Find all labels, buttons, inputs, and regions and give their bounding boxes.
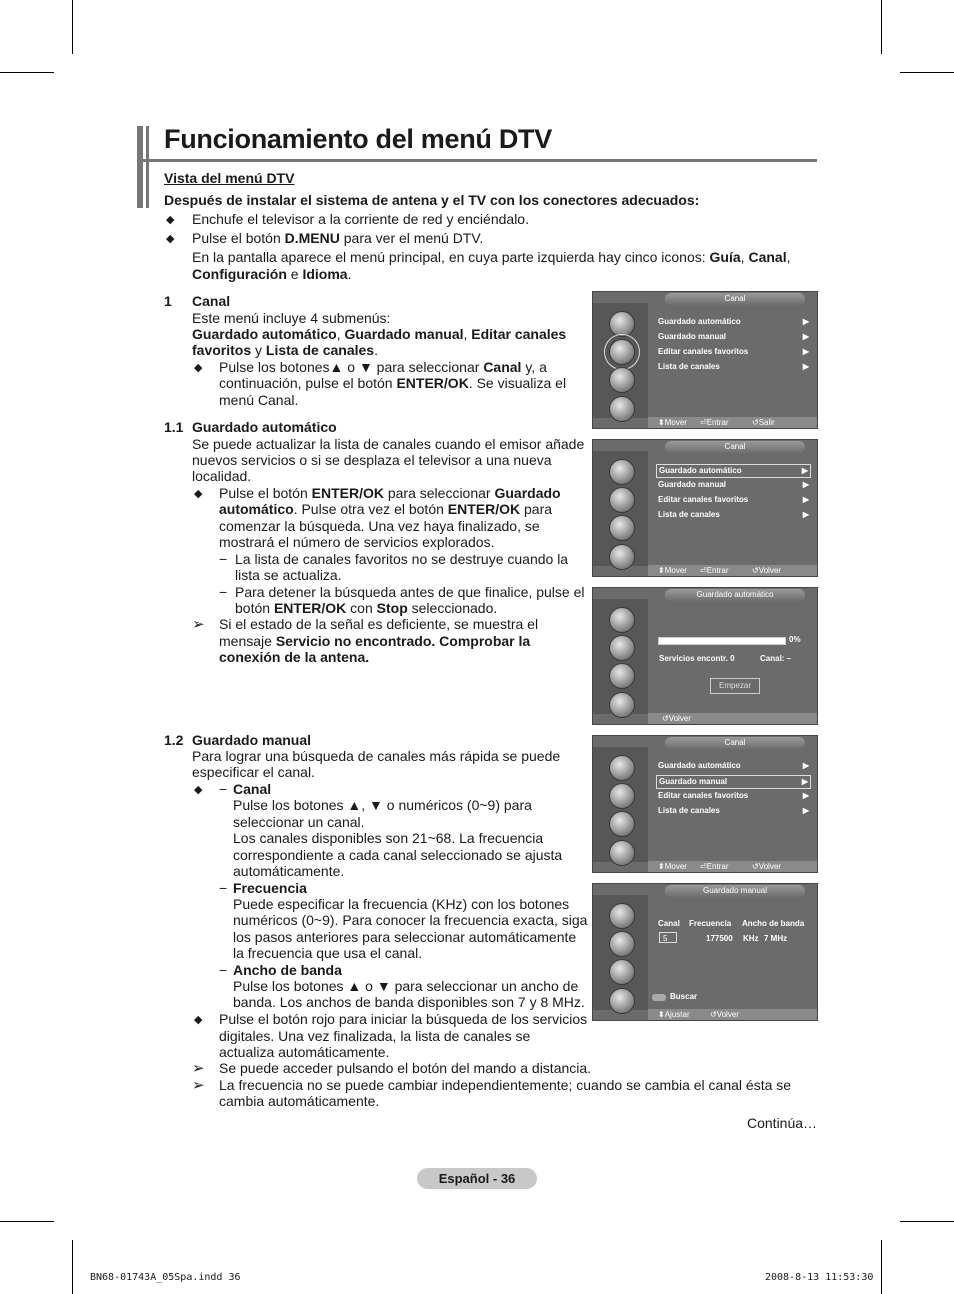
bullet-icon: ◆ [194, 362, 203, 374]
crop-mark [900, 1221, 954, 1222]
channel-value: Canal: – [760, 654, 792, 663]
dash: − [219, 962, 228, 978]
menu-item-selected[interactable]: Guardado automático ▶ [656, 464, 811, 478]
sidebar [593, 599, 648, 714]
sidebar [593, 303, 648, 418]
text-line: La frecuencia no se puede cambiar independientemente; cuando se cambia el canal ésta se [219, 1077, 792, 1093]
text-line: mostrará el número de servicios explorados. [219, 534, 495, 550]
enter-hint: ⏎ Entrar [700, 566, 729, 575]
enter-hint: ⏎ Entrar [700, 418, 729, 427]
tv-manual-store [592, 883, 818, 1021]
language-icon [609, 840, 635, 866]
exit-hint: ↺ Salir [752, 418, 775, 427]
column-header: Canal [658, 919, 680, 928]
setup-icon [609, 663, 635, 689]
guide-icon [609, 903, 635, 929]
move-hint: ⬍ Mover [658, 566, 687, 575]
progress-bar [658, 637, 786, 645]
menu-item[interactable]: Lista de canales ▶ [658, 362, 809, 371]
bandwidth-value[interactable]: 7 MHz [764, 934, 788, 943]
move-hint: ⬍ Mover [658, 862, 687, 871]
text-line: Este menú incluye 4 submenús: [192, 310, 391, 326]
text-line: numéricos (0~9). Para conocer la frecuencia exacta, siga [233, 912, 588, 928]
crop-mark [0, 1221, 54, 1222]
dash: − [219, 551, 228, 567]
channel-stepper[interactable]: 5 [659, 932, 677, 943]
channel-icon [609, 487, 635, 513]
text-line: Puede especificar la frecuencia (KHz) con los botones [233, 896, 570, 912]
text-line: Para detener la búsqueda antes de que finalice, pulse el [235, 584, 585, 600]
note-arrow-icon: ➢ [192, 616, 205, 633]
language-icon [609, 692, 635, 718]
text-line: correspondiente a cada canal seleccionado se ajusta [233, 847, 563, 863]
text-line: especificar el canal. [192, 764, 315, 780]
sidebar [593, 747, 648, 862]
arrow-right-icon: ▶ [802, 317, 809, 326]
footer-timestamp: 2008-8-13 11:53:30 [765, 1272, 874, 1283]
tv-menu-canal-manual [592, 735, 818, 873]
panel-footer [648, 861, 817, 872]
menu-item[interactable]: Guardado manual ▶ [658, 480, 809, 489]
channel-icon [609, 931, 635, 957]
setup-icon [609, 367, 635, 393]
text-line: automático. Pulse otra vez el botón ENTER/OK para [219, 501, 553, 517]
text-line: nuevos servicios o si se desplaza el televisor a una nueva [192, 452, 552, 468]
menu-item[interactable]: Guardado manual ▶ [658, 332, 809, 341]
channel-icon [609, 635, 635, 661]
text-line: lista se actualiza. [235, 567, 342, 583]
crop-mark [0, 72, 54, 73]
services-found: Servicios encontr. 0 [659, 654, 735, 663]
text-line: Pulse el botón ENTER/OK para seleccionar Guardado [219, 485, 561, 501]
continua-label: Continúa… [747, 1115, 818, 1131]
crop-mark [72, 0, 73, 54]
crop-mark [881, 1240, 882, 1294]
panel-header: Canal [665, 737, 805, 749]
arrow-right-icon: ▶ [802, 495, 809, 504]
setup-icon [609, 959, 635, 985]
text-line: cambia automáticamente. [219, 1093, 380, 1109]
intro-paragraph-2: Configuración e Idioma. [192, 266, 352, 282]
text-line: Si el estado de la señal es deficiente, se muestra el [219, 616, 539, 632]
section-heading: Vista del menú DTV [164, 170, 295, 186]
page-title: Funcionamiento del menú DTV [164, 124, 552, 154]
back-hint: ↺ Volver [710, 1010, 739, 1019]
panel-header: Guardado automático [665, 589, 805, 601]
arrow-right-icon: ▶ [802, 761, 809, 770]
progress-label: 0% [789, 635, 801, 644]
text-line: Para lograr una búsqueda de canales más rápida se puede [192, 748, 561, 764]
arrow-right-icon: ▶ [801, 466, 808, 475]
bullet-icon: ◆ [166, 233, 175, 245]
text-line: seleccionar un canal. [233, 814, 365, 830]
column-header: Frecuencia [689, 919, 732, 928]
panel-header: Canal [665, 441, 805, 453]
panel-footer [648, 713, 817, 724]
arrow-right-icon: ▶ [802, 791, 809, 800]
text-line: actualiza automáticamente. [219, 1044, 390, 1060]
panel-footer [648, 1009, 817, 1020]
start-button[interactable]: Empezar [710, 678, 760, 694]
text-line: digitales. Una vez finalizada, la lista de canales se [219, 1028, 531, 1044]
section-number: 1.1 [164, 419, 184, 435]
panel-header: Canal [665, 293, 805, 305]
bullet-icon: ◆ [194, 784, 203, 796]
text-line: La lista de canales favoritos no se destruye cuando la [235, 551, 569, 567]
adjust-hint: ⬍ Ajustar [658, 1010, 690, 1019]
guide-icon [609, 607, 635, 633]
channel-icon [609, 339, 635, 365]
text-line: Los canales disponibles son 21~68. La frecuencia [233, 830, 544, 846]
red-button-icon [652, 994, 666, 1001]
guide-icon [609, 755, 635, 781]
crop-mark [900, 72, 954, 73]
tv-menu-canal-auto [592, 439, 818, 577]
text-line: Pulse los botones▲ o ▼ para seleccionar Canal y, a [219, 359, 547, 375]
arrow-right-icon: ▶ [802, 480, 809, 489]
arrow-right-icon: ▶ [801, 777, 808, 786]
section-number: 1 [164, 293, 172, 309]
arrow-right-icon: ▶ [802, 347, 809, 356]
tv-auto-store [592, 587, 818, 725]
enter-hint: ⏎ Entrar [700, 862, 729, 871]
text-line: localidad. [192, 468, 252, 484]
text-line: conexión de la antena. [219, 649, 370, 665]
text-line: automáticamente. [233, 863, 345, 879]
bullet-icon: ◆ [166, 214, 175, 226]
text-line: menú Canal. [219, 392, 299, 408]
back-hint: ↺ Volver [752, 862, 781, 871]
panel-footer [648, 565, 817, 576]
title-rule [137, 159, 817, 162]
text-line: Guardado automático, Guardado manual, Editar canales [192, 326, 567, 342]
arrow-right-icon: ▶ [802, 362, 809, 371]
title-decoration [137, 126, 143, 208]
search-label[interactable]: Buscar [670, 992, 698, 1001]
menu-item[interactable]: Editar canales favoritos ▶ [658, 791, 809, 800]
menu-item[interactable]: Lista de canales ▶ [658, 806, 809, 815]
section-title: Canal [192, 293, 231, 309]
language-icon [609, 988, 635, 1014]
intro-bullet-2: Pulse el botón D.MENU para ver el menú DTV. [192, 230, 484, 246]
back-hint: ↺ Volver [752, 566, 781, 575]
language-icon [609, 396, 635, 422]
channel-icon [609, 783, 635, 809]
sidebar [593, 451, 648, 566]
text-line: comenzar la búsqueda. Una vez haya finalizado, se [219, 518, 540, 534]
text-line: mensaje Servicio no encontrado. Comprobar la [219, 633, 531, 649]
tv-menu-canal [592, 291, 818, 429]
menu-item[interactable]: Editar canales favoritos ▶ [658, 347, 809, 356]
frequency-unit: KHz [743, 934, 759, 943]
panel-footer [648, 417, 817, 428]
text-line: la frecuencia que usa el canal. [233, 945, 423, 961]
text-line: botón ENTER/OK con Stop seleccionado. [235, 600, 498, 616]
language-icon [609, 544, 635, 570]
guide-icon [609, 459, 635, 485]
note-arrow-icon: ➢ [192, 1077, 205, 1094]
setup-icon [609, 811, 635, 837]
sidebar [593, 895, 648, 1010]
arrow-right-icon: ▶ [802, 806, 809, 815]
section-title: Guardado manual [192, 732, 312, 748]
intro-bold: Después de instalar el sistema de antena y el TV con los conectores adecuados: [164, 192, 700, 208]
dash: − [219, 781, 228, 797]
setup-icon [609, 515, 635, 541]
text-line: continuación, pulse el botón ENTER/OK. Se visualiza el [219, 375, 567, 391]
panel-header: Guardado manual [665, 885, 805, 897]
crop-mark [72, 1240, 73, 1294]
footer-file: BN68-01743A_05Spa.indd 36 [90, 1272, 241, 1283]
text-line: Pulse el botón rojo para iniciar la búsqueda de los servicios [219, 1011, 588, 1027]
frequency-value[interactable]: 177500 [706, 934, 733, 943]
menu-item[interactable]: Editar canales favoritos ▶ [658, 495, 809, 504]
section-number: 1.2 [164, 732, 184, 748]
note-arrow-icon: ➢ [192, 1060, 205, 1077]
column-header: Ancho de banda [742, 919, 805, 928]
back-hint: ↺ Volver [662, 714, 691, 723]
menu-item[interactable]: Guardado automático ▶ [658, 761, 809, 770]
crop-mark [881, 0, 882, 54]
text-line: Se puede actualizar la lista de canales cuando el emisor añade [192, 436, 585, 452]
menu-item-selected[interactable]: Guardado manual ▶ [656, 775, 811, 789]
arrow-right-icon: ▶ [802, 510, 809, 519]
text-line: Se puede acceder pulsando el botón del mando a distancia. [219, 1060, 592, 1076]
arrow-right-icon: ▶ [802, 332, 809, 341]
text-line: Pulse los botones ▲, ▼ o numéricos (0~9) para [233, 797, 532, 813]
bullet-icon: ◆ [194, 1014, 203, 1026]
text-line: los pasos anteriores para seleccionar automáticamente [233, 929, 577, 945]
intro-paragraph: En la pantalla aparece el menú principal, en cuya parte izquierda hay cinco iconos: Guía, Canal, [192, 249, 791, 265]
menu-item[interactable]: Lista de canales ▶ [658, 510, 809, 519]
menu-item[interactable]: Guardado automático ▶ [658, 317, 809, 326]
section-title: Guardado automático [192, 419, 337, 435]
text-line: Pulse los botones ▲ o ▼ para seleccionar un ancho de [233, 978, 579, 994]
move-hint: ⬍ Mover [658, 418, 687, 427]
sub-title: Ancho de banda [233, 962, 342, 978]
dash: − [219, 584, 228, 600]
page-number: Español - 36 [417, 1168, 537, 1189]
sub-title: Canal [233, 781, 272, 797]
intro-bullet-1: Enchufe el televisor a la corriente de red y enciéndalo. [192, 211, 529, 227]
title-decoration [146, 126, 149, 208]
text-line: favoritos y Lista de canales. [192, 342, 378, 358]
text-line: banda. Los anchos de banda disponibles son 7 y 8 MHz. [233, 994, 585, 1010]
bullet-icon: ◆ [194, 488, 203, 500]
dash: − [219, 880, 228, 896]
guide-icon [609, 311, 635, 337]
sub-title: Frecuencia [233, 880, 307, 896]
